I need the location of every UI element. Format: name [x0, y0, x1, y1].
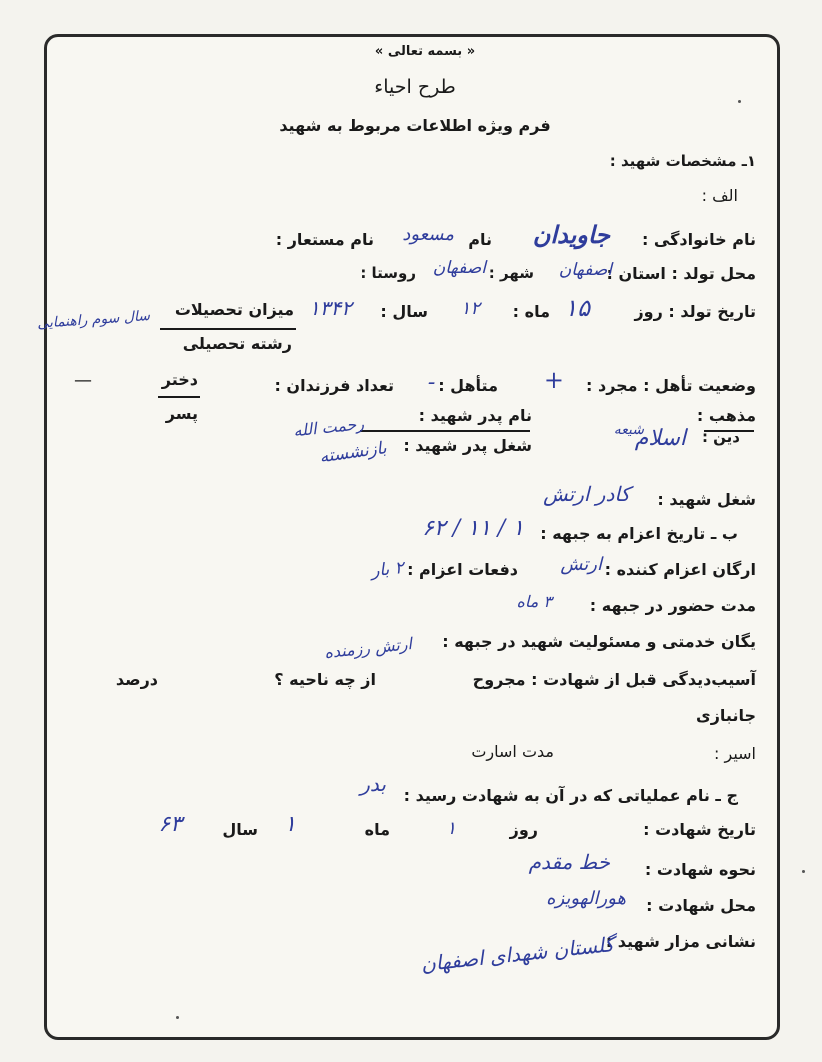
birth-month: ۱۲: [460, 298, 480, 319]
section-title: ۱ـ مشخصات شهید :: [609, 152, 756, 170]
father-name-underline: [360, 430, 530, 432]
marital-label: وضعیت تأهل : مجرد :: [586, 376, 756, 395]
father-job-value: بازنشسته: [317, 438, 388, 468]
martyrdom-day: ۱: [446, 818, 456, 839]
year2-label: سال: [222, 820, 258, 839]
province-value: اصفهان: [558, 260, 612, 280]
day-label: روز: [509, 820, 538, 839]
son-label: پسر: [165, 404, 198, 423]
single-mark: +: [543, 366, 564, 394]
married-label: متأهل :: [438, 376, 498, 395]
education-value: سال سوم راهنمایی: [36, 308, 151, 332]
veteran-label: جانبازی: [696, 706, 756, 725]
martyrdom-date-label: تاریخ شهادت :: [643, 820, 756, 839]
scan-speck: [802, 870, 805, 873]
unit-value: ارتش رزمنده: [323, 634, 413, 663]
pow-label: اسیر :: [714, 744, 756, 763]
left-dash: —: [74, 370, 92, 391]
dispatch-count-value: ۲ بار: [370, 558, 406, 582]
grave-label: نشانی مزار شهید :: [605, 932, 756, 951]
birth-year: ۱۳۴۲: [309, 296, 352, 320]
presence-label: مدت حضور در جبهه :: [589, 596, 756, 615]
operation-label: ج ـ نام عملیاتی که در آن به شهادت رسید :: [403, 786, 738, 805]
place-value: هورالهویزه: [546, 888, 626, 909]
martyr-job-label: شغل شهید :: [657, 490, 756, 509]
year-label: سال :: [380, 302, 428, 321]
dispatch-date-label: ب ـ تاریخ اعزام به جبهه :: [540, 524, 738, 543]
martyrdom-month: ۱: [284, 812, 296, 837]
daughter-label: دختر: [161, 370, 198, 389]
grave-value: گلستان شهدای اصفهان: [419, 932, 616, 977]
married-value: ـ: [428, 368, 434, 389]
which-area-label: از چه ناحیه ؟: [274, 670, 376, 689]
pow-duration-label: مدت اسارت: [471, 742, 554, 761]
dispatch-count-label: دفعات اعزام :: [407, 560, 518, 579]
bismillah: « بسمه تعالی »: [374, 44, 476, 59]
religion-label: دین :: [701, 428, 740, 446]
father-name-label: نام پدر شهید :: [418, 406, 532, 425]
birthplace-label: محل تولد : استان :: [606, 264, 756, 283]
birthdate-label: تاریخ تولد : روز: [634, 302, 756, 321]
father-job-label: شغل پدر شهید :: [403, 436, 532, 455]
field-of-study-label: رشته تحصیلی: [182, 334, 292, 353]
city-value: اصفهان: [432, 258, 486, 278]
place-label: محل شهادت :: [646, 896, 756, 915]
birth-day: ۱۵: [564, 294, 590, 322]
family-name-value: جاویدان: [532, 220, 610, 249]
operation-value: بدر: [360, 772, 386, 796]
manner-value: خط مقدم: [528, 850, 610, 874]
injury-label: آسیب‌دیدگی قبل از شهادت : مجروح: [472, 670, 756, 689]
father-name-value: رحمت الله: [292, 414, 365, 441]
month2-label: ماه: [364, 820, 390, 839]
month-label: ماه :: [512, 302, 550, 321]
unit-label: یگان خدمتی و مسئولیت شهید در جبهه :: [442, 632, 756, 651]
name-label: نام: [468, 230, 492, 249]
family-name-label: نام خانوادگی :: [641, 230, 756, 249]
children-label: تعداد فرزندان :: [274, 376, 394, 395]
education-label: میزان تحصیلات: [174, 300, 294, 319]
daughter-underline: [158, 396, 200, 398]
education-underline: [160, 328, 296, 330]
village-label: روستا :: [360, 264, 416, 282]
sect-value: شیعه: [613, 422, 644, 438]
scan-speck: [176, 1016, 179, 1019]
manner-label: نحوه شهادت :: [644, 860, 756, 879]
dispatch-org-label: ارگان اعزام کننده :: [604, 560, 756, 579]
form-title: فرم ویژه اطلاعات مربوط به شهید: [279, 116, 551, 135]
sect-label: مذهب :: [696, 406, 756, 425]
martyr-job-value: کادر ارتش: [543, 482, 630, 506]
city-label: شهر :: [488, 264, 534, 282]
scan-speck: [738, 100, 741, 103]
alias-label: نام مستعار :: [275, 230, 374, 249]
dispatch-org-value: ارتش: [560, 554, 602, 575]
name-value: مسعود: [402, 224, 454, 245]
religion-value: اسلام: [634, 426, 686, 451]
project-title: طرح احیاء: [374, 76, 456, 98]
dispatch-date-value: ۱ / ۱۱ / ۶۲: [422, 516, 524, 541]
percent-label: درصد: [115, 670, 158, 689]
subsection-a: الف :: [701, 186, 738, 205]
presence-value: ۳ ماه: [516, 592, 552, 611]
martyrdom-year: ۶۳: [158, 812, 182, 837]
